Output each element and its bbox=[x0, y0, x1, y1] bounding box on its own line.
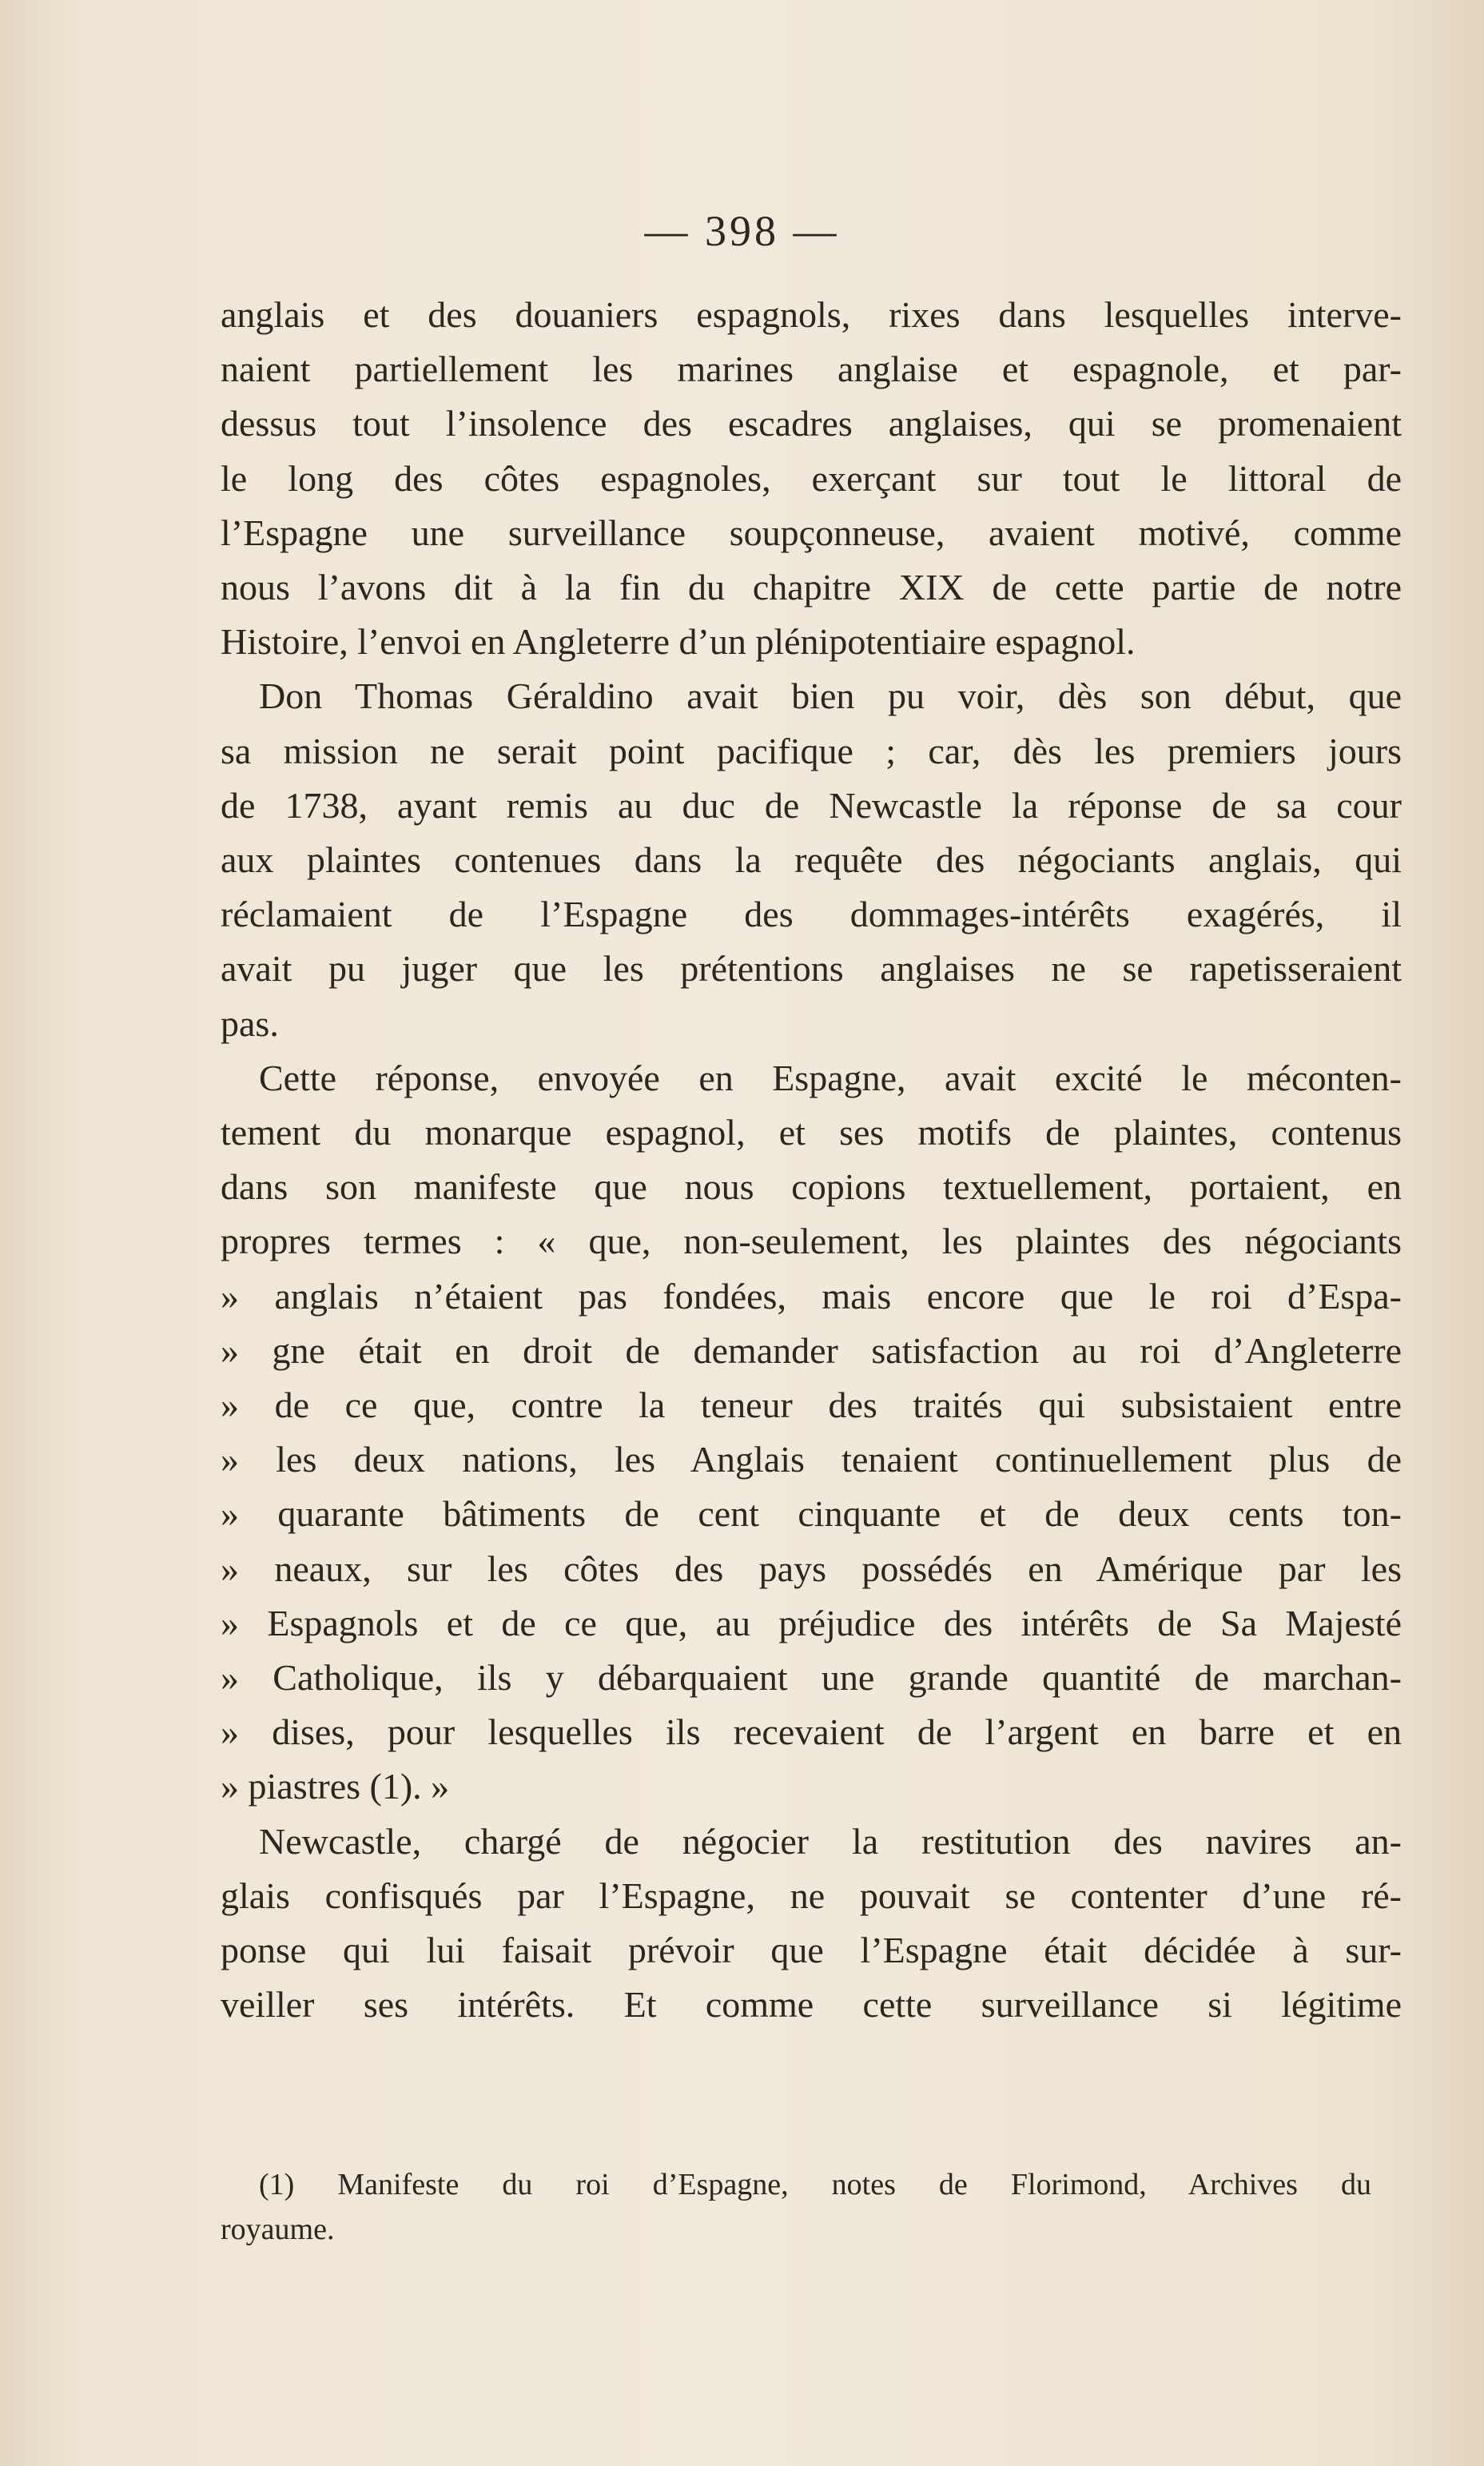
body-text bbox=[221, 288, 1402, 2033]
footnote-line: royaume. bbox=[221, 2213, 335, 2246]
text-line: glais confisqués par l’Espagne, ne pouvait se contenter d’une ré- bbox=[221, 1874, 1402, 1916]
text-line: avait pu juger que les prétentions anglaises ne se rapetisseraient bbox=[221, 948, 1402, 990]
text-line: Histoire, l’envoi en Angleterre d’un plénipotentiaire espagnol. bbox=[221, 621, 1136, 663]
text-line: pas. bbox=[221, 1002, 279, 1044]
text-line: » de ce que, contre la teneur des traités qui subsistaient entre bbox=[221, 1384, 1402, 1426]
text-line: l’Espagne une surveillance soupçonneuse, avaient motivé, comme bbox=[221, 512, 1402, 553]
text-line: dans son manifeste que nous copions textuellement, portaient, en bbox=[221, 1166, 1402, 1208]
text-line: dessus tout l’insolence des escadres anglaises, qui se promenaient bbox=[221, 403, 1402, 444]
text-line: anglais et des douaniers espagnols, rixes dans lesquelles interve- bbox=[221, 294, 1402, 335]
text-line: de 1738, ayant remis au duc de Newcastle la réponse de sa cour bbox=[221, 784, 1402, 826]
text-line: » Catholique, ils y débarquaient une grande quantité de marchan- bbox=[221, 1657, 1402, 1699]
text-line: » neaux, sur les côtes des pays possédés en Amérique par les bbox=[221, 1548, 1402, 1589]
text-line: Newcastle, chargé de négocier la restitution des navires an- bbox=[259, 1820, 1402, 1862]
text-line: » anglais n’étaient pas fondées, mais encore que le roi d’Espa- bbox=[221, 1275, 1402, 1317]
text-line: » Espagnols et de ce que, au préjudice des intérêts de Sa Majesté bbox=[221, 1602, 1402, 1643]
text-line: Cette réponse, envoyée en Espagne, avait excité le méconten- bbox=[259, 1057, 1402, 1098]
text-line: » quarante bâtiments de cent cinquante et de deux cents ton- bbox=[221, 1493, 1402, 1535]
text-line: nous l’avons dit à la fin du chapitre XIX de cette partie de notre bbox=[221, 567, 1402, 608]
footnote bbox=[221, 2162, 1371, 2252]
page-number: — 398 — bbox=[644, 207, 840, 255]
text-line: » dises, pour lesquelles ils recevaient de l’argent en barre et en bbox=[221, 1711, 1402, 1753]
text-line: veiller ses intérêts. Et comme cette surveillance si légitime bbox=[221, 1984, 1402, 2026]
text-line: propres termes : « que, non-seulement, les plaintes des négociants bbox=[221, 1221, 1402, 1262]
text-line: tement du monarque espagnol, et ses motifs de plaintes, contenus bbox=[221, 1112, 1402, 1153]
text-line: le long des côtes espagnoles, exerçant sur tout le littoral de bbox=[221, 457, 1402, 499]
text-line: aux plaintes contenues dans la requête des négociants anglais, qui bbox=[221, 839, 1402, 881]
text-line: » piastres (1). » bbox=[221, 1766, 450, 1807]
text-line: ponse qui lui faisait prévoir que l’Espagne était décidée à sur- bbox=[221, 1930, 1402, 1971]
text-line: naient partiellement les marines anglaise et espagnole, et par- bbox=[221, 349, 1402, 390]
text-line: sa mission ne serait point pacifique ; car, dès les premiers jours bbox=[221, 730, 1402, 771]
text-line: » gne était en droit de demander satisfaction au roi d’Angleterre bbox=[221, 1329, 1402, 1371]
text-line: réclamaient de l’Espagne des dommages-intérêts exagérés, il bbox=[221, 894, 1402, 935]
footnote-line: (1) Manifeste du roi d’Espagne, notes de Florimond, Archives du bbox=[259, 2168, 1371, 2201]
text-line: Don Thomas Géraldino avait bien pu voir, dès son début, que bbox=[259, 675, 1402, 717]
text-line: » les deux nations, les Anglais tenaient continuellement plus de bbox=[221, 1439, 1402, 1480]
